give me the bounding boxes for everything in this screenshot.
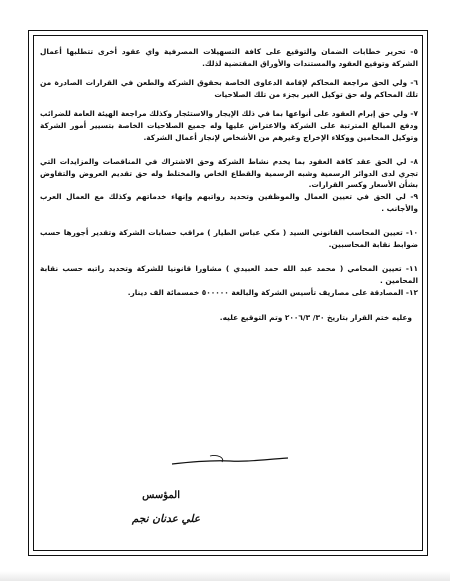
handwritten-signature — [170, 452, 290, 468]
clause-6: ٦- ولي الحق مراجعة المحاكم لإقامة الدعاوى الخاصة بحقوق الشركة والطعن في القرارات الصادرة من تلك المحاكم وله حق توكيل الغير بجزء من تلك الصلاحيات — [40, 78, 418, 99]
clause-5: ٥- تحرير خطابات الضمان والتوقيع على كافة التسهيلات المصرفية واي عقود أخرى تتطلبها أعمال الشركة وتوقيع العقود والمستندات والأوراق المقتضية لذلك. — [40, 47, 418, 68]
founder-name: علي عدنان نجم — [131, 513, 200, 525]
closing-statement: وعليه ختم القرار بتاريخ ٣٠/ ٢٠٠٦/٣ وتم التوقيع عليه. — [219, 313, 412, 323]
clause-10: ١٠- تعيين المحاسب القانوني السيد ( مكي عباس الطيار ) مراقب حسابات الشركة وتقدير أجورها حسب ضوابط نقابة المحاسبين. — [40, 228, 418, 249]
clause-8: ٨- لي الحق عقد كافة العقود بما يخدم نشاط الشركة وحق الاشتراك في المناقصات والمزايدات التي تجري لدى الدوائر الرسمية وشبه الرسمية والقطاع الخاص والمختلط وله حق تقديم العروض والتفاوض بشأن الأسعار وكسر القرارات. — [40, 157, 418, 190]
clause-9: ٩- لي الحق في تعيين العمال والموظفين وتحديد رواتبهم وإنهاء خدماتهم وكذلك مع العمال العرب والأجانب . — [40, 191, 418, 213]
clause-12: ١٢- المصادقة على مصاريف تأسيس الشركة والبالغة ٥٠٠٠٠٠ خمسمائة الف دينار. — [127, 287, 418, 297]
scan-shadow — [0, 571, 450, 581]
document-body — [40, 46, 418, 324]
founder-title: المؤسس — [142, 490, 180, 501]
clause-7: ٧- ولي حق إبرام العقود على أنواعها بما في ذلك الإيجار والاستئجار وكذلك مراجعة الهيئة العامة للضرائب ودفع المبالغ المترتبة على الشركة والاعتراض عليها وله جميع الصلاحيات الخاصة بتسيير أمور الشركة وتوكيل المحامين ووكلاء الإخراج وغيرهم من الأشخاص لإنجاز أعمال الشركة. — [40, 109, 418, 142]
clause-11: ١١- تعيين المحامي ( محمد عبد الله حمد العبيدي ) مشاورا قانونيا للشركة وتحديد راتبه حسب نقابة المحامين . — [40, 264, 418, 285]
